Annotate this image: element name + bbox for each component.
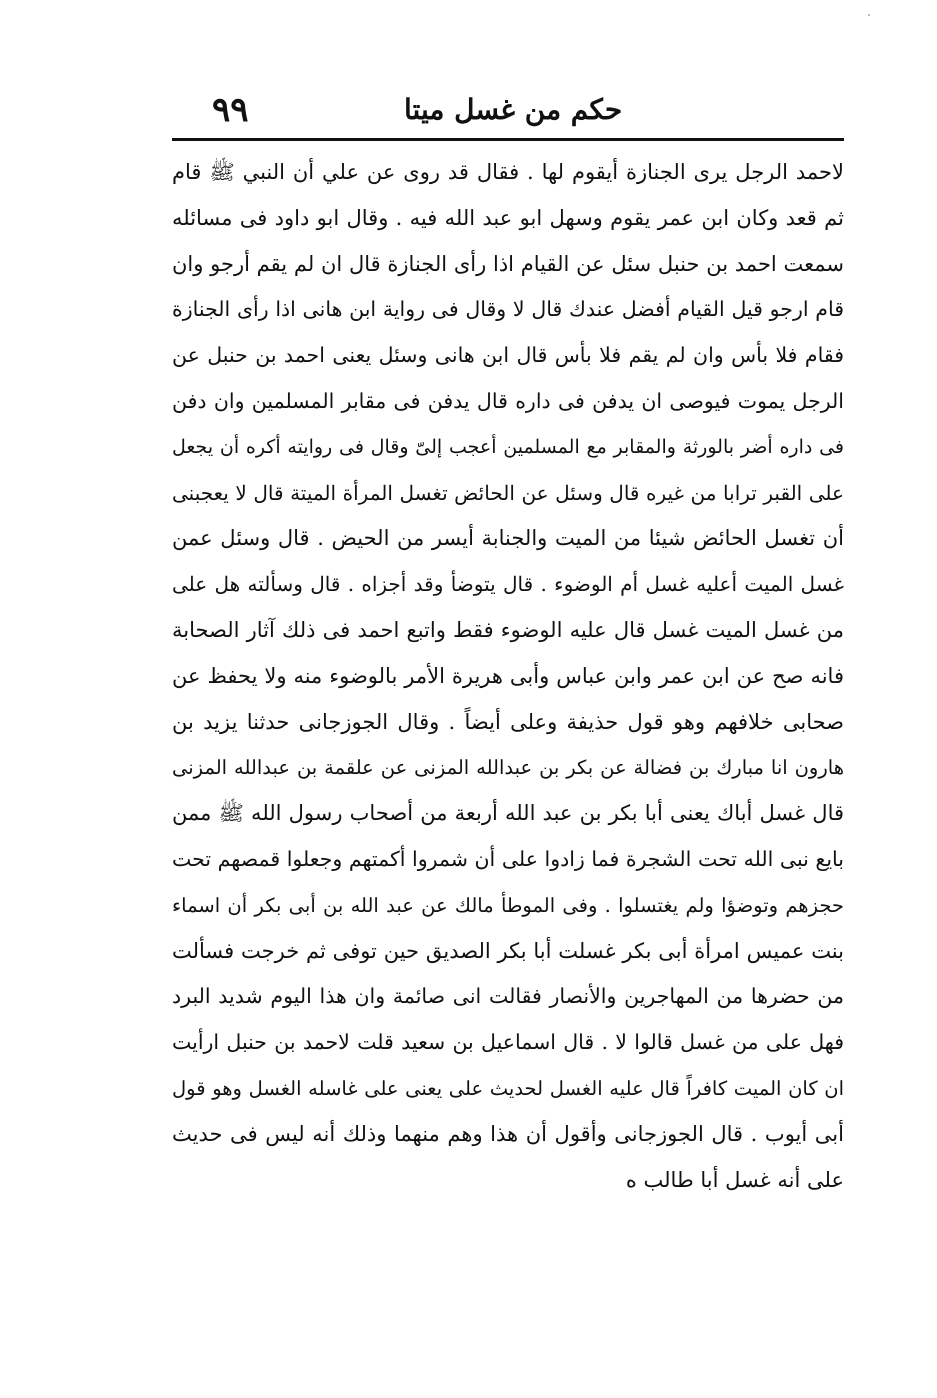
text-line: بنت عميس امرأة أبى بكر غسلت أبا بكر الصديق حين توفى ثم خرجت فسألت [172,938,844,963]
text-line: أبى أيوب . قال الجوزجانى وأقول أن هذا وهم منهما وذلك أنه ليس فى حديث [172,1121,844,1146]
text-line: ان كان الميت كافراً قال عليه الغسل لحديث على يعنى على غاسله الغسل وهو قول [172,1076,844,1100]
text-line: سمعت احمد بن حنبل سئل عن القيام اذا رأى الجنازة قال ان لم يقم أرجو وان [172,251,844,276]
page-number: ٩٩ [212,90,249,130]
page-header [172,88,844,138]
text-line: حجزهم وتوضؤا ولم يغتسلوا . وفى الموطأ مالك عن عبد الله بن أبى بكر أن اسماء [172,893,844,917]
text-line: قال غسل أباك يعنى أبا بكر بن عبد الله أربعة من أصحاب رسول الله ﷺ ممن [172,801,844,826]
text-line: لاحمد الرجل يرى الجنازة أيقوم لها . فقال قد روى عن علي أن النبي ﷺ قام [172,160,844,184]
text-line: أن تغسل الحائض شيئا من الميت والجنابة أيسر من الحيض . قال وسئل عمن [172,526,844,551]
text-line: ثم قعد وكان ابن عمر يقوم وسهل ابو عبد الله فيه . وقال ابو داود فى مسائله [172,205,844,230]
text-line: بايع نبى الله تحت الشجرة فما زادوا على أن شمروا أكمتهم وجعلوا قمصهم تحت [172,846,844,871]
text-line: على أنه غسل أبا طالب ه [625,1167,844,1192]
text-line: على القبر ترابا من غيره قال وسئل عن الحائض تغسل المرأة الميتة قال لا يعجبنى [172,480,844,505]
header-rule [172,138,844,141]
scan-speck [868,14,870,16]
text-line: فى داره أضر بالورثة والمقابر مع المسلمين أعجب إلىّ وقال فى روايته أكره أن يجعل [172,435,844,458]
text-line: فانه صح عن ابن عمر وابن عباس وأبى هريرة الأمر بالوضوء منه ولا يحفظ عن [172,663,844,688]
running-title: حكم من غسل ميتا [404,93,623,126]
text-line: فقام فلا بأس وان لم يقم فلا بأس قال ابن هانى وسئل يعنى احمد بن حنبل عن [172,343,844,368]
text-line: من غسل الميت غسل قال عليه الوضوء فقط واتبع احمد فى ذلك آثار الصحابة [172,617,844,642]
text-line: صحابى خلافهم وهو قول حذيفة وعلى أيضاً . وقال الجوزجانى حدثنا يزيد بن [172,709,844,734]
text-line: من حضرها من المهاجرين والأنصار فقالت انى صائمة وان هذا اليوم شديد البرد [172,984,844,1009]
text-line: الرجل يموت فيوصى ان يدفن فى داره قال يدفن فى مقابر المسلمين وان دفن [172,388,844,413]
text-line: غسل الميت أعليه غسل أم الوضوء . قال يتوضأ وقد أجزاه . قال وسألته هل على [172,572,844,597]
text-line: فهل على من غسل قالوا لا . قال اسماعيل بن سعيد قلت لاحمد بن حنبل ارأيت [172,1030,844,1055]
text-line: هارون انا مبارك بن فضالة عن بكر بن عبدالله المزنى عن علقمة بن عبدالله المزنى [172,756,844,780]
text-line: قام ارجو قيل القيام أفضل عندك قال لا وقال فى رواية ابن هانى اذا رأى الجنازة [172,297,844,322]
body-text [172,150,844,1203]
